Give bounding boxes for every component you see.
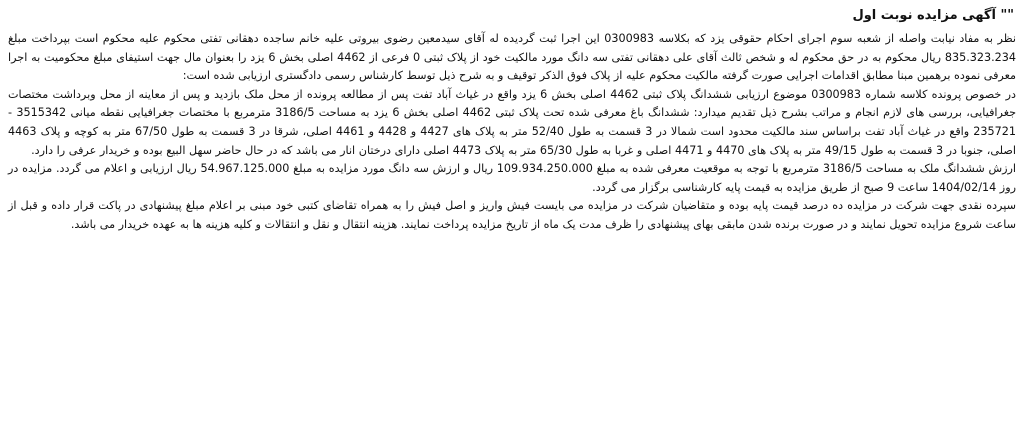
notice-paragraph: سپرده نقدی جهت شرکت در مزایده ده درصد قیمت پایه بوده و متقاضیان شرکت در مزایده می بایست فیش واریز و اصل فیش را به همراه تقاضای کتبی خود مبنی بر اعلام مبلغ پیشنهادی در پاکت قرار داده و قبل از ساعت شروع مزایده تحویل نمایند و در صورت برنده شدن مابقی بهای پیشنهادی را ظرف مدت یک ماه از تاریخ مزایده پرداخت نمایند. هزینه انتقال و نقل و انتقالات و کلیه هزینه ها به عهده خریدار می باشد. — [8, 199, 1016, 231]
notice-paragraph: در خصوص پرونده کلاسه شماره 0300983 موضوع ارزیابی ششدانگ پلاک ثبتی 4462 اصلی بخش 6 یزد واقع در غیاث آباد تفت پس از مطالعه پرونده از محل ملک بازدید و پس از معاینه از محل وبرداشت مختصات جغرافیایی، بررسی های لازم انجام و مراتب بشرح ذیل تقدیم میدارد: ششدانگ باغ معرفی شده تحت پلاک ثبتی 4462 اصلی بخش 6 یزد به مساحت 3186/5 مترمربع با مختصات جغرافیایی نقطه میانی 3515342 - 235721 واقع در غیاث آباد تفت براساس سند مالکیت محدود است شمالا در 3 قسمت به طول 52/40 متر به پلاک های 4427 و 4428 و 4461 اصلی، شرقا در 3 قسمت به طول 67/50 متر به کوچه و پلاک 4463 اصلی، جنوبا در 3 قسمت به طول 49/15 متر به پلاک های 4470 و 4471 اصلی و غربا به طول 65/30 متر به پلاک 4473 اصلی دارای درختان انار می باشد که در حال حاضر سهل البیع بوده و خریدار عرفی را دارد. — [8, 87, 1017, 157]
notice-body — [0, 28, 1024, 235]
notice-header: "" آگهی مزایده نوبت اول — [852, 8, 1014, 23]
notice-paragraph: ارزش ششدانگ ملک به مساحت 3186/5 مترمربع با توجه به موقعیت معرفی شده به مبلغ 109.934.250.000 ریال و ارزش سه دانگ مورد مزایده به مبلغ 54.967.125.000 ریال ارزیابی و اعلام می گردد. مزایده در روز 1404/02/14 ساعت 9 صبح از طریق مزایده به قیمت پایه کارشناسی برگزار می گردد. — [8, 162, 1017, 194]
notice-paragraph: نظر به مفاد نیابت واصله از شعبه سوم اجرای احکام حقوقی یزد که بکلاسه 0300983 این اجرا ثبت گردیده له آقای سیدمعین رضوی بیروتی علیه خانم ساجده دهقانی تفتی محکوم علیه محکوم است بپرداخت مبلغ 835.323.234 ریال محکوم به در حق محکوم له و شخص ثالث آقای علی دهقانی تفتی سه دانگ مورد مالکیت خود از پلاک ثبتی 0 فرعی از 4462 اصلی بخش 6 یزد را بعنوان مال جهت استیفای مبلغ محکومیت به اجرا معرفی نموده برهمین مبنا مطابق اقدامات اجرایی صورت گرفته مالکیت محکوم علیه از پلاک فوق الذکر توقیف و به شرح ذیل توسط کارشناس رسمی دادگستری ارزیابی شده است: — [8, 32, 1017, 83]
